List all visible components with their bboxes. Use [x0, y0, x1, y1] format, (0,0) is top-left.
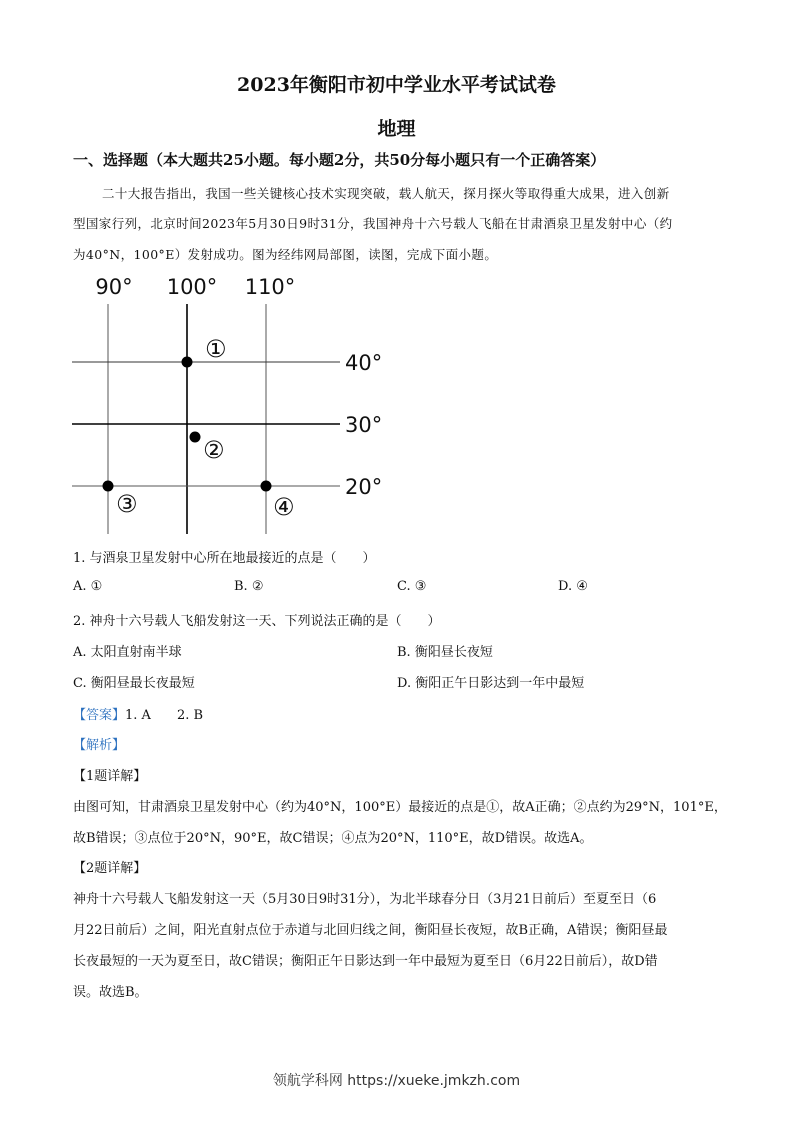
question-1-option-a: A. ①	[73, 579, 103, 594]
graticule-figure	[60, 272, 400, 537]
section-heading: 一、选择题（本大题共25小题。每小题2分，共50分每小题只有一个正确答案）	[73, 151, 606, 169]
lat-label-20: 20°	[345, 475, 383, 499]
intro-line-3: 为40°N，100°E）发射成功。图为经纬网局部图，读图，完成下面小题。	[73, 247, 498, 262]
point-1-label: ①	[205, 335, 227, 363]
point-4-label: ④	[273, 493, 295, 521]
answer-tag: 【答案】	[73, 708, 126, 723]
q2-detail-line-3: 长夜最短的一天为夏至日，故C错误；衡阳正午日影达到一年中最短为夏至日（6月22日前后），故D错	[73, 954, 658, 969]
point-3-label: ③	[116, 490, 138, 518]
subject-title: 地理	[377, 118, 416, 140]
question-2-option-c: C. 衡阳昼最长夜最短	[73, 676, 195, 691]
q2-detail-line-1: 神舟十六号载人飞船发射这一天（5月30日9时31分），为北半球春分日（3月21日前后）至夏至日（6	[73, 892, 657, 907]
lon-label-90: 90°	[95, 275, 133, 299]
point-1-marker	[182, 357, 193, 368]
point-4-marker	[261, 481, 272, 492]
q2-detail-line-4: 误。故选B。	[73, 985, 148, 1000]
q1-detail-line-2: 故B错误；③点位于20°N，90°E，故C错误；④点为20°N，110°E，故D错误。故选A。	[73, 831, 593, 846]
question-1-option-b: B. ②	[234, 579, 264, 594]
intro-line-2: 型国家行列，北京时间2023年5月30日9时31分，我国神舟十六号载人飞船在甘肃酒泉卫星发射中心（约	[73, 216, 673, 231]
question-1-option-c: C. ③	[397, 579, 427, 594]
lon-label-100: 100°	[166, 275, 218, 299]
intro-line-1: 二十大报告指出，我国一些关键核心技术实现突破，载人航天，探月探火等取得重大成果，进入创新	[102, 186, 670, 201]
q2-detail-heading: 【2题详解】	[73, 861, 147, 876]
point-2-label: ②	[203, 436, 225, 464]
question-2-option-d: D. 衡阳正午日影达到一年中最短	[397, 676, 585, 691]
footer-watermark: 领航学科网 https://xueke.jmkzh.com	[272, 1073, 521, 1089]
exam-title: 2023年衡阳市初中学业水平考试试卷	[237, 74, 556, 96]
answer-line	[73, 704, 203, 723]
q1-detail-line-1: 由图可知，甘肃酒泉卫星发射中心（约为40°N，100°E）最接近的点是①，故A正确；②点约为29°N，101°E，	[73, 800, 727, 815]
answer-text: 1. A 2. B	[125, 708, 204, 723]
point-2-marker	[190, 432, 201, 443]
question-1-stem: 1. 与酒泉卫星发射中心所在地最接近的点是（ ）	[73, 551, 376, 566]
q2-detail-line-2: 月22日前后）之间，阳光直射点位于赤道与北回归线之间，衡阳昼长夜短，故B正确，A错误；衡阳昼最	[73, 923, 668, 938]
q1-detail-heading: 【1题详解】	[73, 769, 147, 784]
question-2-option-a: A. 太阳直射南半球	[73, 645, 182, 660]
question-1-option-d: D. ④	[558, 579, 588, 594]
lat-label-30: 30°	[345, 413, 383, 437]
lon-label-110: 110°	[244, 275, 296, 299]
lat-label-40: 40°	[345, 351, 383, 375]
question-2-stem: 2. 神舟十六号载人飞船发射这一天、下列说法正确的是（ ）	[73, 614, 441, 629]
analysis-tag: 【解析】	[73, 738, 126, 753]
question-2-option-b: B. 衡阳昼长夜短	[397, 645, 493, 660]
point-3-marker	[103, 481, 114, 492]
